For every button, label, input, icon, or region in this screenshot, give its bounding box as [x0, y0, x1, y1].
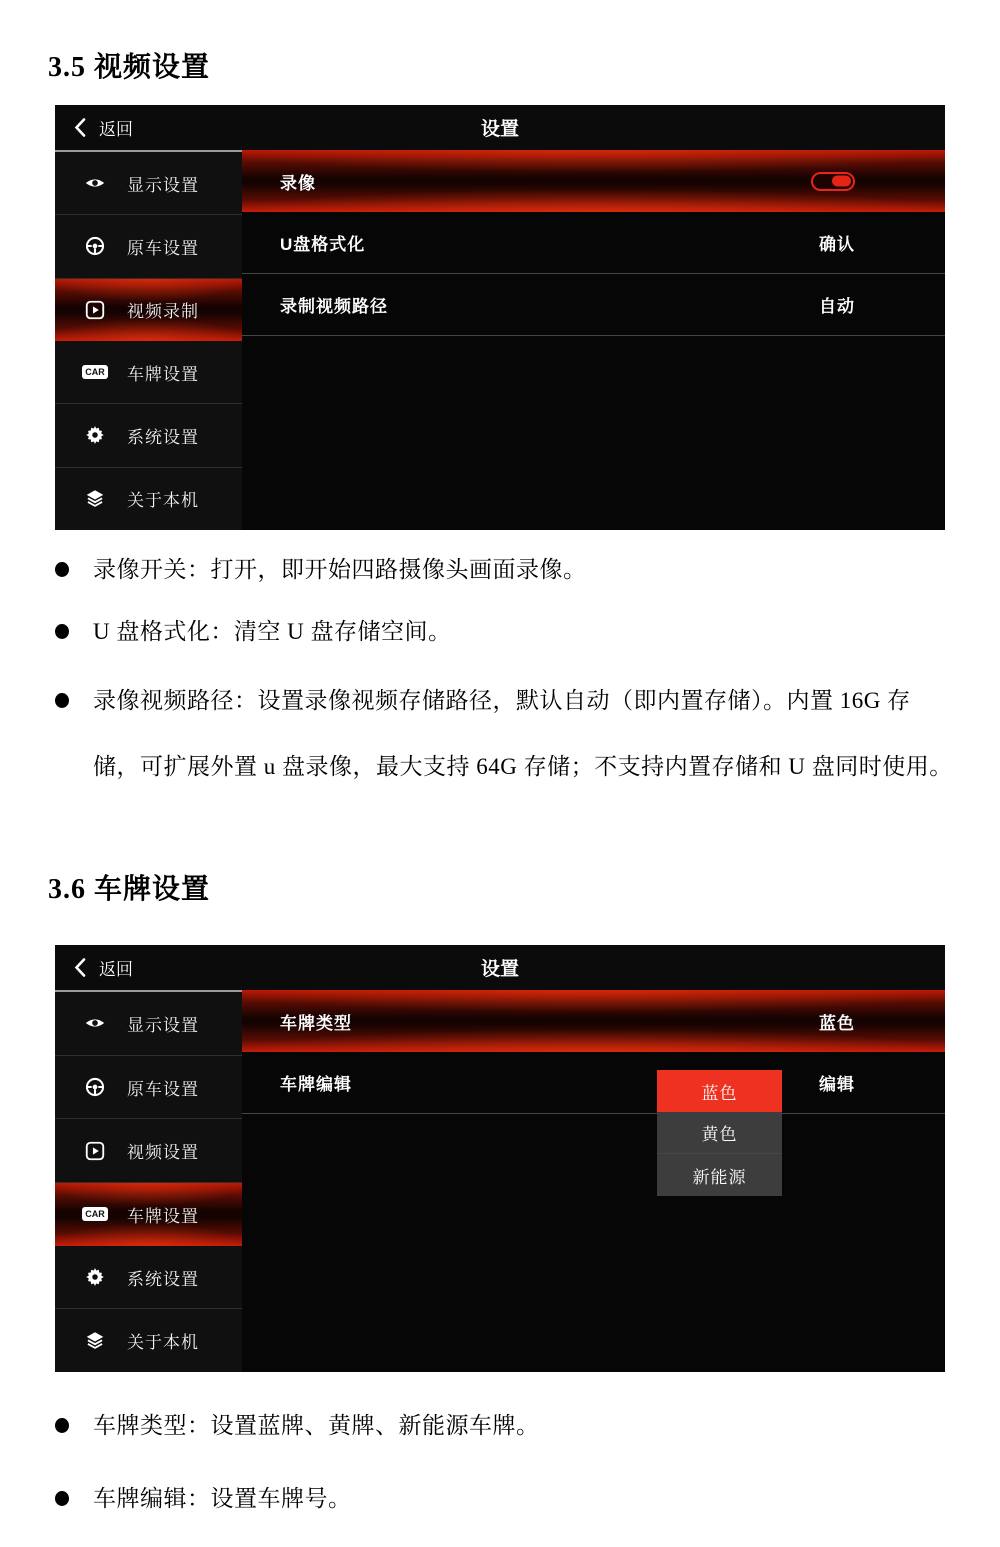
dropdown-option-yellow[interactable]: 黄色 — [657, 1112, 782, 1154]
section-heading-video-settings: 3.5 视频设置 — [48, 52, 211, 83]
steering-wheel-icon — [83, 234, 107, 258]
license-plate-icon: CAR — [83, 360, 107, 384]
back-button[interactable] — [68, 945, 133, 990]
screenshot-video-settings — [55, 105, 945, 530]
row-label: 录制视频路径 — [280, 297, 388, 316]
row-recording[interactable] — [242, 150, 945, 212]
bullet-item: 录像开关：打开，即开始四路摄像头画面录像。 — [55, 552, 960, 588]
bullet-dot-icon — [55, 562, 69, 577]
bullet-item: U 盘格式化：清空 U 盘存储空间。 — [55, 614, 960, 650]
row-label: U盘格式化 — [280, 235, 366, 254]
back-label: 返回 — [99, 120, 133, 139]
sidebar-item-original-car-settings[interactable] — [55, 1056, 242, 1120]
screenshot-plate-settings — [55, 945, 945, 1372]
sidebar-item-system-settings[interactable] — [55, 1246, 242, 1310]
sidebar-item-plate-settings[interactable] — [55, 1183, 242, 1246]
recording-toggle-on[interactable] — [811, 172, 855, 191]
bullet-item: 车牌类型：设置蓝牌、黄牌、新能源车牌。 — [55, 1408, 960, 1444]
row-label: 录像 — [280, 173, 316, 193]
back-chevron-icon — [68, 956, 92, 980]
sidebar-item-label: 车牌设置 — [127, 364, 199, 384]
sidebar-item-system-settings[interactable] — [55, 404, 242, 467]
settings-sidebar — [55, 150, 242, 530]
bullet-item: 录像视频路径：设置录像视频存储路径，默认自动（即内置存储）。内置 16G 存储，可扩展外置 u 盘录像，最大支持 64G 存储；不支持内置存储和 U 盘同时使用。 — [55, 668, 960, 800]
settings-content — [242, 150, 945, 530]
top-bar — [55, 105, 945, 150]
bullet-dot-icon — [55, 1491, 69, 1506]
toggle-knob — [832, 176, 851, 187]
sidebar-item-label: 关于本机 — [127, 491, 199, 511]
sidebar-item-label: 车牌设置 — [127, 1206, 199, 1226]
license-plate-icon: CAR — [83, 1202, 107, 1226]
sidebar-item-label: 系统设置 — [127, 1269, 199, 1289]
eye-icon — [83, 171, 107, 195]
sidebar-item-plate-settings[interactable] — [55, 341, 242, 404]
record-path-value[interactable]: 自动 — [819, 297, 855, 316]
settings-content — [242, 990, 945, 1372]
plate-type-value[interactable]: 蓝色 — [819, 1013, 855, 1033]
steering-wheel-icon — [83, 1075, 107, 1099]
sidebar-item-label: 视频设置 — [127, 1143, 199, 1163]
sidebar-item-about-device[interactable] — [55, 1309, 242, 1372]
usb-format-confirm-button[interactable]: 确认 — [819, 235, 855, 254]
row-plate-type[interactable] — [242, 990, 945, 1052]
settings-sidebar — [55, 990, 242, 1372]
gear-icon — [83, 423, 107, 447]
back-button[interactable] — [68, 105, 133, 150]
dropdown-option-blue[interactable]: 蓝色 — [657, 1070, 782, 1112]
video-play-icon — [83, 1139, 107, 1163]
bullet-dot-icon — [55, 693, 69, 708]
bullet-dot-icon — [55, 624, 69, 639]
layers-icon — [83, 1329, 107, 1353]
row-label: 车牌类型 — [280, 1013, 352, 1033]
sidebar-item-label: 关于本机 — [127, 1333, 199, 1353]
sidebar-item-label: 显示设置 — [127, 175, 199, 195]
row-label: 车牌编辑 — [280, 1075, 352, 1094]
sidebar-item-label: 显示设置 — [127, 1015, 199, 1035]
plate-edit-button[interactable]: 编辑 — [819, 1075, 855, 1094]
sidebar-item-label: 原车设置 — [127, 238, 199, 258]
row-record-path[interactable] — [242, 274, 945, 336]
bullet-dot-icon — [55, 1418, 69, 1433]
sidebar-item-display-settings[interactable] — [55, 152, 242, 215]
screen-title: 设置 — [480, 959, 519, 980]
sidebar-item-original-car-settings[interactable] — [55, 215, 242, 278]
layers-icon — [83, 487, 107, 511]
sidebar-item-display-settings[interactable] — [55, 992, 242, 1056]
sidebar-item-label: 系统设置 — [127, 427, 199, 447]
sidebar-item-video-settings[interactable] — [55, 1119, 242, 1183]
gear-icon — [83, 1265, 107, 1289]
eye-icon — [83, 1011, 107, 1035]
row-usb-format[interactable] — [242, 212, 945, 274]
sidebar-item-label: 原车设置 — [127, 1079, 199, 1099]
dropdown-option-new-energy[interactable]: 新能源 — [657, 1154, 782, 1196]
sidebar-item-label: 视频录制 — [127, 302, 199, 322]
screen-title: 设置 — [480, 119, 519, 140]
video-play-icon — [83, 298, 107, 322]
back-chevron-icon — [68, 116, 92, 140]
plate-type-dropdown — [657, 1070, 782, 1196]
top-bar — [55, 945, 945, 990]
sidebar-item-video-recording[interactable] — [55, 279, 242, 341]
back-label: 返回 — [99, 960, 133, 979]
bullet-item: 车牌编辑：设置车牌号。 — [55, 1481, 960, 1517]
sidebar-item-about-device[interactable] — [55, 468, 242, 530]
row-plate-edit[interactable] — [242, 1052, 945, 1114]
section-heading-plate-settings: 3.6 车牌设置 — [48, 874, 211, 905]
